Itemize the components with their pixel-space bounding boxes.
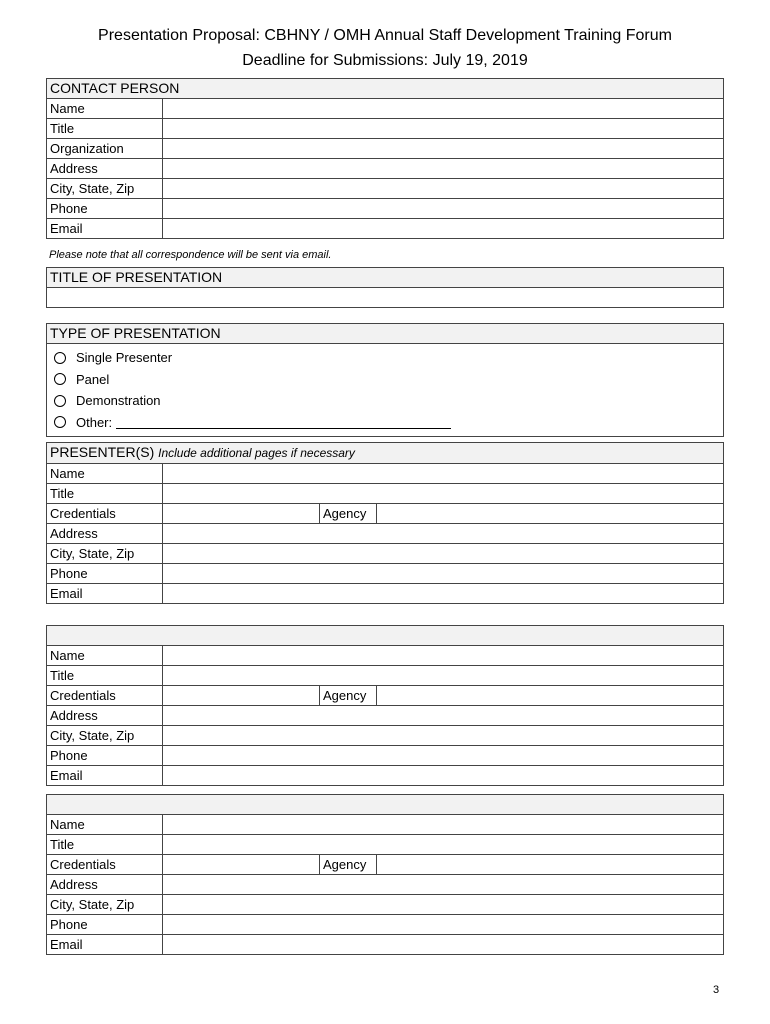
contact-email-field[interactable]: [163, 219, 724, 239]
presenter-agency-label: Agency: [320, 504, 377, 524]
presenter-credentials-label: Credentials: [47, 504, 163, 524]
presenter-name-field[interactable]: [163, 646, 724, 666]
presenter-phone-field[interactable]: [163, 564, 724, 584]
title-heading: TITLE OF PRESENTATION: [47, 268, 724, 288]
presenter-agency-label: Agency: [320, 855, 377, 875]
other-input-line[interactable]: [116, 416, 451, 429]
section-divider: [47, 626, 724, 646]
presenter-email-field[interactable]: [163, 935, 724, 955]
form-title: Presentation Proposal: CBHNY / OMH Annual Staff Development Training Forum: [98, 27, 672, 44]
presenters-hint: Include additional pages if necessary: [158, 446, 355, 460]
presenter-email-label: Email: [47, 766, 163, 786]
radio-circle-icon[interactable]: [54, 352, 66, 364]
option-panel[interactable]: Panel: [50, 369, 720, 391]
presenter-city-field[interactable]: [163, 726, 724, 746]
presenter-credentials-field[interactable]: [163, 855, 320, 875]
page-number: 3: [713, 984, 720, 996]
presenter-address-field[interactable]: [163, 524, 724, 544]
presenter-table-3: [46, 794, 724, 955]
presenter-city-label: City, State, Zip: [47, 544, 163, 564]
option-other[interactable]: Other:: [50, 412, 720, 434]
contact-phone-label: Phone: [47, 199, 163, 219]
presenter-city-label: City, State, Zip: [47, 895, 163, 915]
presenter-credentials-label: Credentials: [47, 686, 163, 706]
presenter-title-label: Title: [47, 835, 163, 855]
type-options: [47, 344, 724, 437]
presenter-address-field[interactable]: [163, 875, 724, 895]
email-note: Please note that all correspondence will be sent via email.: [49, 249, 332, 261]
type-table: [46, 323, 724, 437]
presentation-title-field[interactable]: [47, 288, 724, 308]
section-divider: [47, 795, 724, 815]
presenter-address-label: Address: [47, 524, 163, 544]
presenter-table-1: [46, 442, 724, 604]
presenter-name-label: Name: [47, 464, 163, 484]
presenter-address-label: Address: [47, 875, 163, 895]
contact-city-label: City, State, Zip: [47, 179, 163, 199]
presenter-city-label: City, State, Zip: [47, 726, 163, 746]
presenter-name-field[interactable]: [163, 815, 724, 835]
contact-city-field[interactable]: [163, 179, 724, 199]
contact-phone-field[interactable]: [163, 199, 724, 219]
radio-circle-icon[interactable]: [54, 416, 66, 428]
presenter-phone-label: Phone: [47, 915, 163, 935]
presenter-phone-field[interactable]: [163, 746, 724, 766]
contact-title-field[interactable]: [163, 119, 724, 139]
presenter-title-field[interactable]: [163, 484, 724, 504]
presenter-agency-field[interactable]: [377, 504, 724, 524]
presenters-heading: PRESENTER(S) Include additional pages if necessary: [47, 443, 724, 464]
presenter-title-label: Title: [47, 666, 163, 686]
presenter-name-label: Name: [47, 646, 163, 666]
presenter-agency-field[interactable]: [377, 855, 724, 875]
deadline-title: Deadline for Submissions: July 19, 2019: [242, 52, 528, 69]
presenter-email-field[interactable]: [163, 584, 724, 604]
presenter-credentials-label: Credentials: [47, 855, 163, 875]
presenter-email-label: Email: [47, 584, 163, 604]
presenter-city-field[interactable]: [163, 895, 724, 915]
option-demonstration[interactable]: Demonstration: [50, 390, 720, 412]
presenter-email-label: Email: [47, 935, 163, 955]
presenter-phone-field[interactable]: [163, 915, 724, 935]
contact-organization-field[interactable]: [163, 139, 724, 159]
presenter-table-2: [46, 625, 724, 786]
presenter-city-field[interactable]: [163, 544, 724, 564]
presenter-name-label: Name: [47, 815, 163, 835]
presenter-email-field[interactable]: [163, 766, 724, 786]
presenter-agency-field[interactable]: [377, 686, 724, 706]
contact-heading: CONTACT PERSON: [47, 79, 724, 99]
contact-organization-label: Organization: [47, 139, 163, 159]
type-heading: TYPE OF PRESENTATION: [47, 324, 724, 344]
presenter-phone-label: Phone: [47, 746, 163, 766]
presenter-name-field[interactable]: [163, 464, 724, 484]
contact-name-label: Name: [47, 99, 163, 119]
title-table: [46, 267, 724, 308]
contact-address-label: Address: [47, 159, 163, 179]
radio-circle-icon[interactable]: [54, 395, 66, 407]
radio-circle-icon[interactable]: [54, 373, 66, 385]
contact-table: [46, 78, 724, 239]
contact-email-label: Email: [47, 219, 163, 239]
presenter-phone-label: Phone: [47, 564, 163, 584]
contact-address-field[interactable]: [163, 159, 724, 179]
presenter-title-label: Title: [47, 484, 163, 504]
presenter-address-field[interactable]: [163, 706, 724, 726]
presenter-title-field[interactable]: [163, 835, 724, 855]
presenter-title-field[interactable]: [163, 666, 724, 686]
option-single-presenter[interactable]: Single Presenter: [50, 347, 720, 369]
presenter-credentials-field[interactable]: [163, 686, 320, 706]
presenter-credentials-field[interactable]: [163, 504, 320, 524]
contact-name-field[interactable]: [163, 99, 724, 119]
presenter-address-label: Address: [47, 706, 163, 726]
contact-title-label: Title: [47, 119, 163, 139]
presenter-agency-label: Agency: [320, 686, 377, 706]
